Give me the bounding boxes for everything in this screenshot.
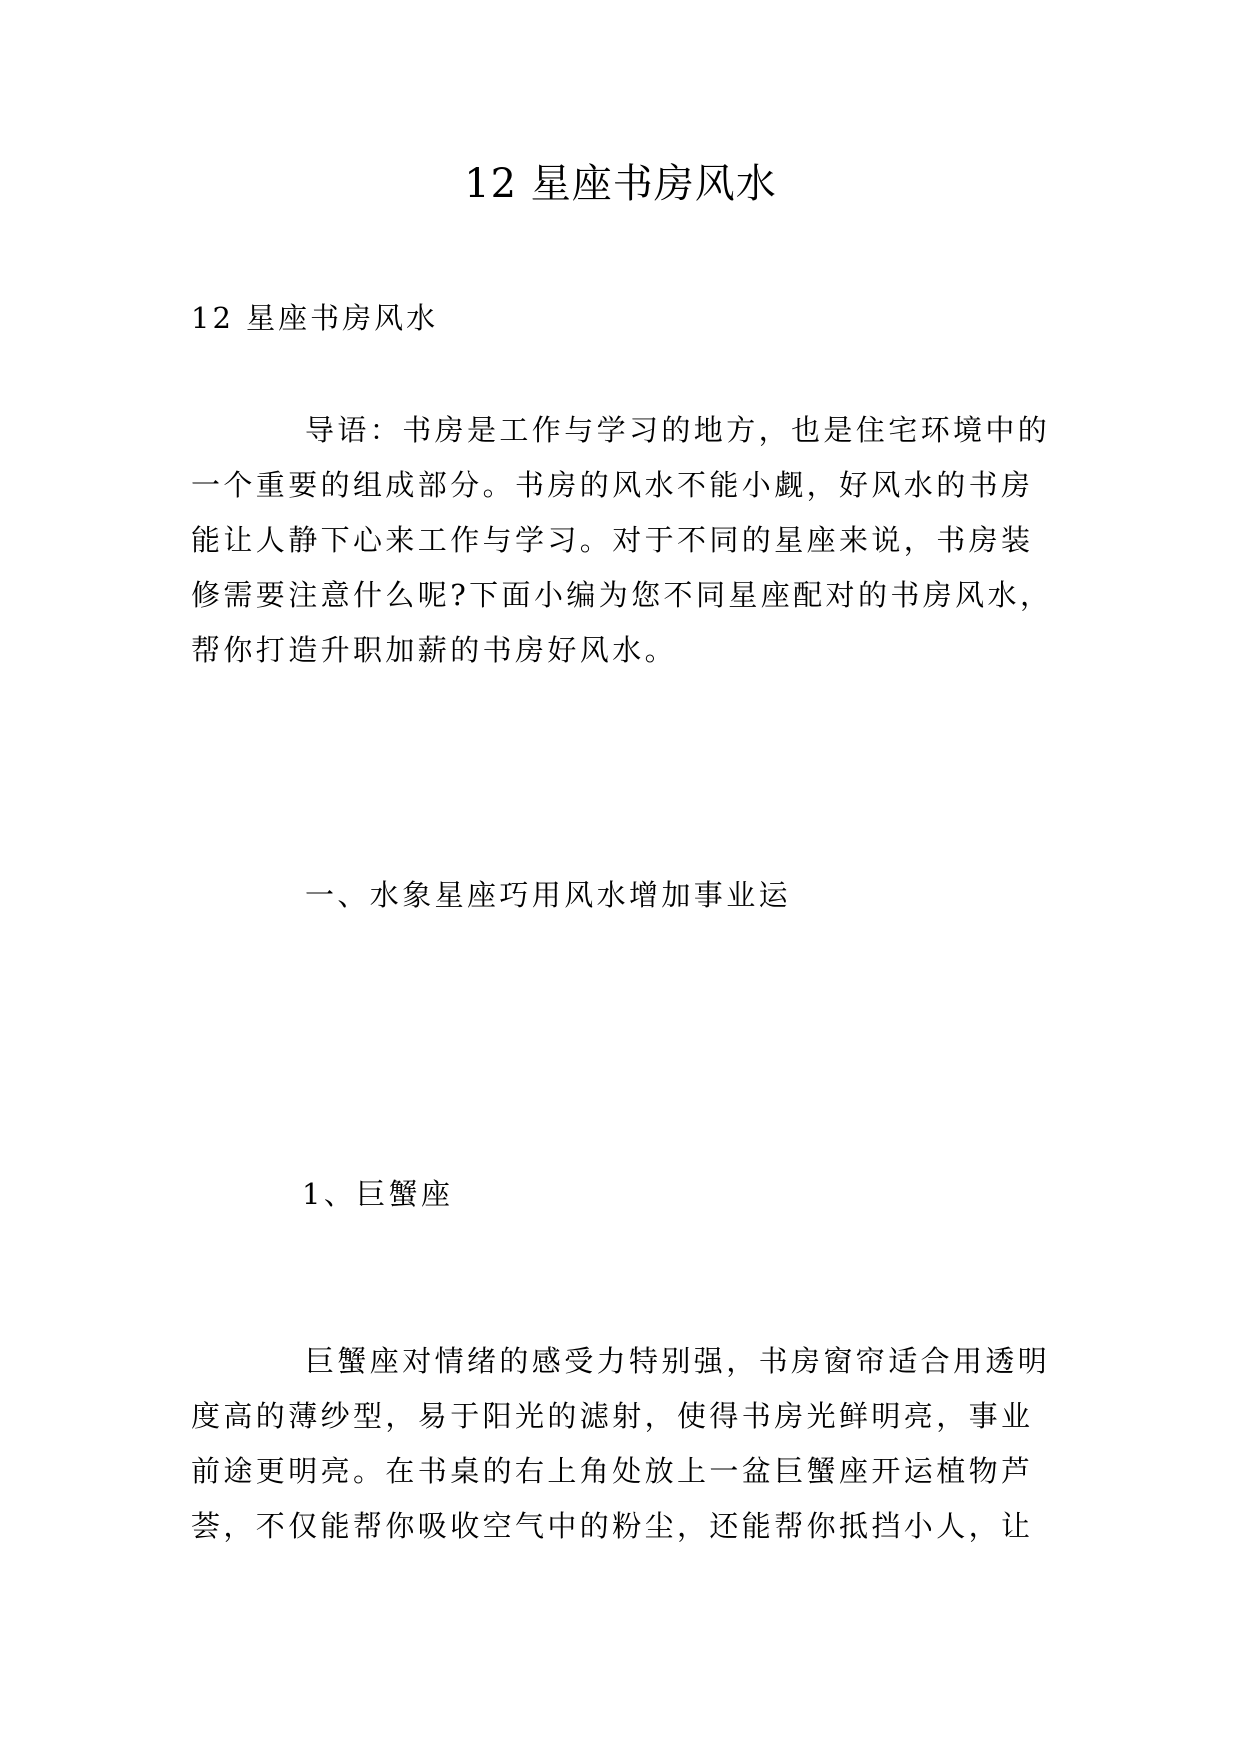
body-paragraph (191, 1341, 1071, 1561)
paragraph-line: 帮你打造升职加薪的书房好风水。 (191, 633, 678, 667)
paragraph-line: 修需要注意什么呢?下面小编为您不同星座配对的书房风水， (191, 578, 1053, 612)
section-heading: 一、水象星座巧用风水增加事业运 (305, 878, 792, 912)
subsection-heading: 1、巨蟹座 (302, 1177, 454, 1211)
paragraph-line: 能让人静下心来工作与学习。对于不同的星座来说，书房装 (191, 523, 1034, 557)
paragraph-line: 导语：书房是工作与学习的地方，也是住宅环境中的 (305, 413, 1051, 447)
paragraph-line: 荟，不仅能帮你吸收空气中的粉尘，还能帮你抵挡小人，让 (191, 1509, 1034, 1543)
paragraph-line: 度高的薄纱型，易于阳光的滤射，使得书房光鲜明亮，事业 (191, 1399, 1034, 1433)
document-subtitle: 12 星座书房风水 (191, 301, 439, 335)
intro-paragraph (191, 410, 1071, 685)
paragraph-line: 一个重要的组成部分。书房的风水不能小觑，好风水的书房 (191, 468, 1034, 502)
document-title: 12 星座书房风水 (464, 161, 777, 207)
paragraph-line: 巨蟹座对情绪的感受力特别强，书房窗帘适合用透明 (305, 1344, 1051, 1378)
paragraph-line: 前途更明亮。在书桌的右上角处放上一盆巨蟹座开运植物芦 (191, 1454, 1034, 1488)
